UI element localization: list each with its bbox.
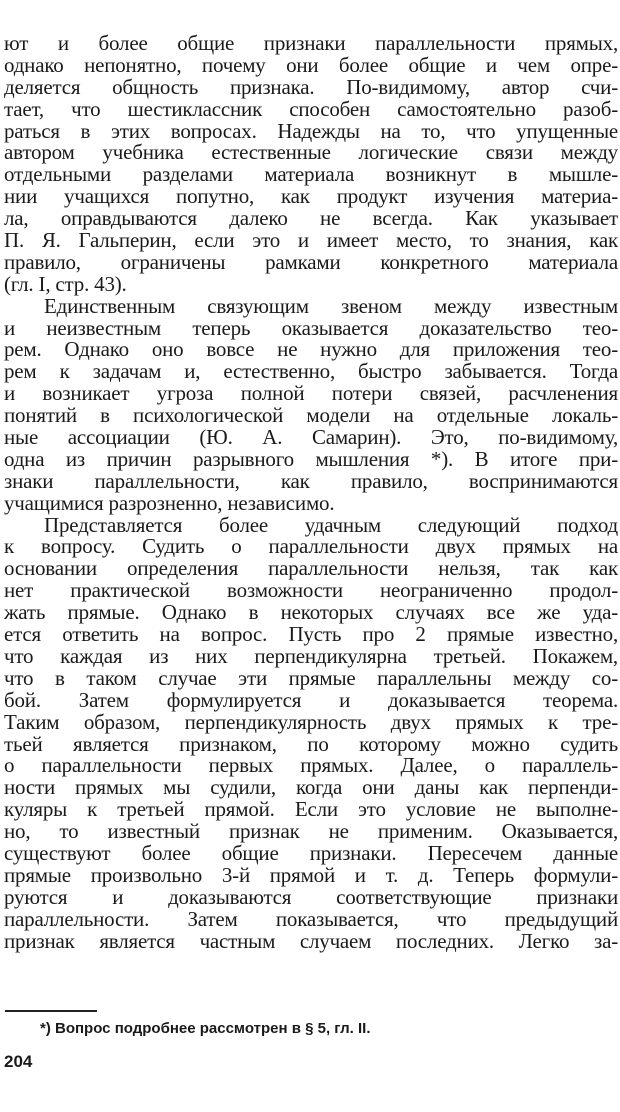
text-line: куляры к третьей прямой. Если это условие не выполне-	[4, 797, 618, 822]
text-line: понятий в психологической модели на отдельные локаль-	[4, 403, 618, 428]
text-line: основании определения параллельности нельзя, так как	[4, 556, 618, 581]
text-line: рем. Однако оно вовсе не нужно для приложения тео-	[4, 337, 618, 362]
footnote: *) Вопрос подробнее рассмотрен в § 5, гл. II.	[40, 1020, 371, 1037]
text-line: однако непонятно, почему они более общие и чем опре-	[4, 52, 618, 77]
body-text	[4, 33, 618, 952]
text-line: жать прямые. Однако в некоторых случаях все же уда-	[4, 600, 618, 625]
text-line: учащимися разрозненно, независимо.	[4, 490, 335, 515]
text-line: бой. Затем формулируется и доказывается теорема.	[4, 687, 618, 712]
text-line: Представляется более удачным следующий подход	[44, 512, 618, 537]
text-line: правило, ограничены рамками конкретного материала	[4, 249, 618, 274]
text-line: деляется общность признака. По-видимому, автор счи-	[4, 74, 618, 99]
text-line: (гл. I, стр. 43).	[4, 271, 127, 296]
text-line: параллельности. Затем показывается, что предыдущий	[4, 906, 618, 931]
text-line: к вопросу. Судить о параллельности двух прямых на	[4, 534, 618, 559]
text-line: руются и доказываются соответствующие признаки	[4, 884, 618, 909]
text-line: ется ответить на вопрос. Пусть про 2 прямые известно,	[4, 622, 618, 647]
text-line: нии учащихся попутно, как продукт изучения материа-	[4, 184, 618, 209]
text-line: признак является частным случаем последних. Легко за-	[4, 928, 618, 953]
text-line: автором учебника естественные логические связи между	[4, 140, 618, 165]
text-line: что каждая из них перпендикулярна третьей. Покажем,	[4, 643, 618, 668]
text-line: и неизвестным теперь оказывается доказательство тео-	[4, 315, 618, 340]
text-line: но, то известный признак не применим. Оказывается,	[4, 819, 618, 844]
text-line: тьей является признаком, по которому можно судить	[4, 731, 618, 756]
text-line: отдельными разделами материала возникнут в мышле-	[4, 162, 618, 187]
page-number: 204	[4, 1052, 33, 1071]
text-line: Таким образом, перпендикулярность двух прямых к тре-	[4, 709, 618, 734]
text-line: Единственным связующим звеном между известным	[44, 293, 618, 318]
text-line: раться в этих вопросах. Надежды на то, что упущенные	[4, 118, 618, 143]
text-line: тает, что шестиклассник способен самостоятельно разоб-	[4, 96, 618, 121]
text-line: ла, оправдываются далеко не всегда. Как указывает	[4, 206, 618, 231]
text-line: существуют более общие признаки. Пересечем данные	[4, 840, 618, 865]
text-line: ные ассоциации (Ю. А. Самарин). Это, по-видимому,	[4, 425, 618, 450]
text-line: о параллельности первых прямых. Далее, о параллель-	[4, 753, 618, 778]
text-line: П. Я. Гальперин, если это и имеет место, то знания, как	[4, 228, 618, 253]
text-line: что в таком случае эти прямые параллельны между со-	[4, 665, 618, 690]
text-line: одна из причин разрывного мышления *). В итоге при-	[4, 446, 618, 471]
footnote-divider	[5, 1010, 97, 1012]
text-line: прямые произвольно 3-й прямой и т. д. Теперь формули-	[4, 862, 618, 887]
text-line: нет практической возможности неограниченно продол-	[4, 578, 618, 603]
text-line: рем к задачам и, естественно, быстро забывается. Тогда	[4, 359, 618, 384]
text-line: знаки параллельности, как правило, воспринимаются	[4, 468, 618, 493]
text-line: и возникает угроза полной потери связей, расчленения	[4, 381, 618, 406]
text-line: ности прямых мы судили, когда они даны как перпенди-	[4, 775, 618, 800]
text-line: ют и более общие признаки параллельности прямых,	[4, 31, 618, 55]
